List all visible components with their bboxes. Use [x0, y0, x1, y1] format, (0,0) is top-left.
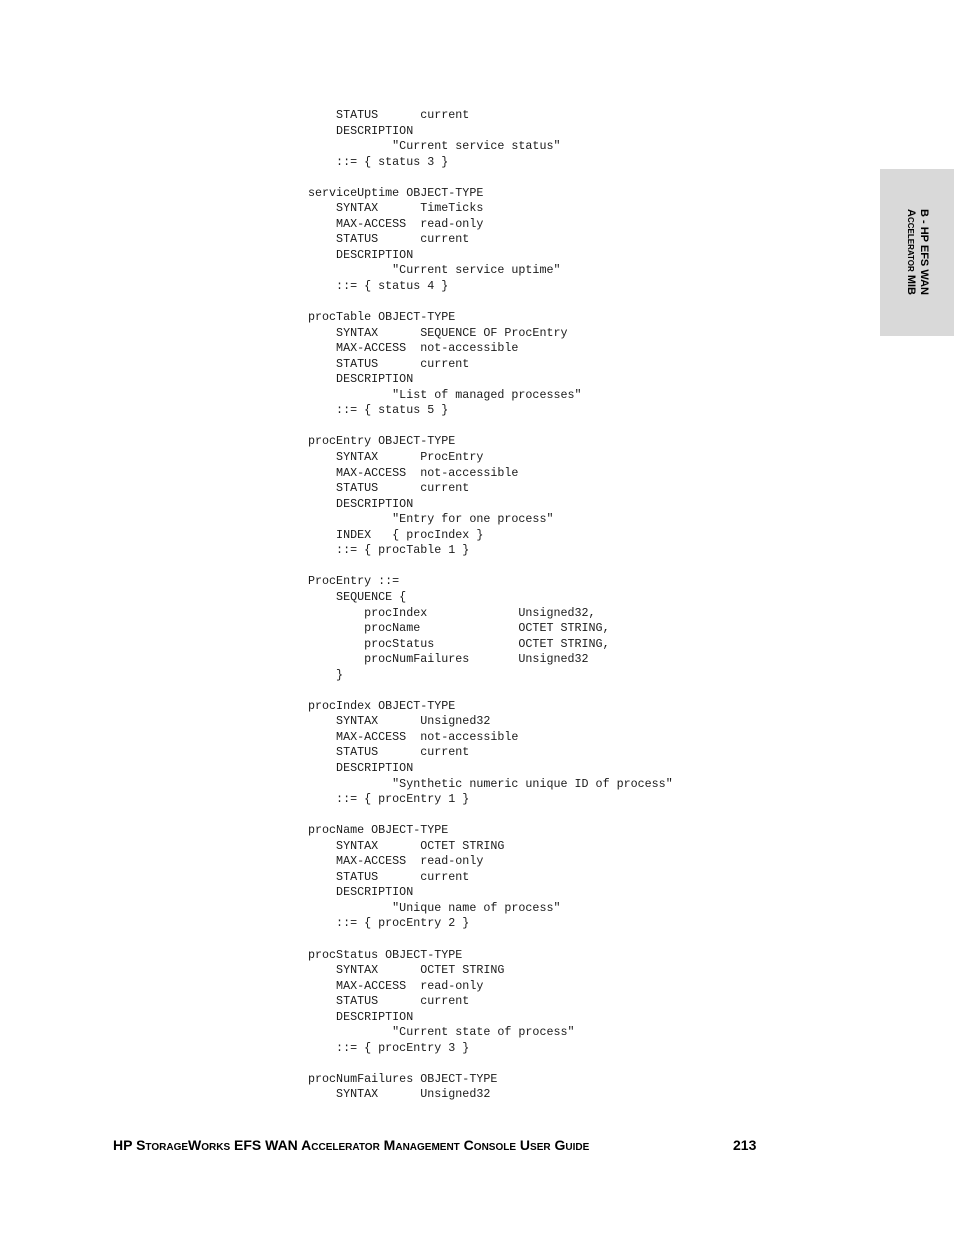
code-line: }	[308, 667, 344, 682]
code-line	[308, 1056, 673, 1072]
code-line: MAX-ACCESS read-only	[308, 978, 484, 993]
code-line	[308, 559, 673, 575]
code-line: STATUS current	[308, 232, 470, 247]
code-line: DESCRIPTION	[308, 760, 414, 775]
code-line: SYNTAX SEQUENCE OF ProcEntry	[308, 325, 568, 340]
code-line	[308, 808, 673, 824]
chapter-tab-label	[904, 209, 930, 295]
code-line: serviceUptime OBJECT-TYPE	[308, 185, 484, 200]
code-line: STATUS current	[308, 869, 470, 884]
code-line: STATUS current	[308, 108, 470, 122]
code-line: SYNTAX Unsigned32	[308, 714, 491, 729]
chapter-tab	[880, 169, 954, 336]
code-line: STATUS current	[308, 745, 470, 760]
code-line: ProcEntry ::=	[308, 574, 400, 589]
code-line: MAX-ACCESS read-only	[308, 854, 484, 869]
code-line: "List of managed processes"	[308, 387, 582, 402]
page-number: 213	[733, 1137, 757, 1153]
code-line: SYNTAX ProcEntry	[308, 450, 484, 465]
code-line: MAX-ACCESS not-accessible	[308, 729, 519, 744]
code-line: "Entry for one process"	[308, 512, 554, 527]
code-line: SEQUENCE {	[308, 589, 407, 604]
code-line: STATUS current	[308, 481, 470, 496]
chapter-tab-line-2: Accelerator MIB	[905, 209, 917, 295]
code-line: DESCRIPTION	[308, 123, 414, 138]
code-line: DESCRIPTION	[308, 372, 414, 387]
code-line	[308, 295, 673, 311]
code-line: ::= { procEntry 2 }	[308, 916, 470, 931]
code-line: DESCRIPTION	[308, 885, 414, 900]
chapter-tab-line-1: B - HP EFS WAN	[918, 209, 930, 295]
code-line: SYNTAX Unsigned32	[308, 1087, 491, 1102]
code-line: "Synthetic numeric unique ID of process"	[308, 776, 673, 791]
code-line: procIndex OBJECT-TYPE	[308, 698, 456, 713]
code-line: DESCRIPTION	[308, 1009, 414, 1024]
code-line	[308, 683, 673, 699]
code-line: procTable OBJECT-TYPE	[308, 310, 456, 325]
code-line: SYNTAX OCTET STRING	[308, 838, 505, 853]
code-line: procStatus OBJECT-TYPE	[308, 947, 463, 962]
code-line: ::= { status 4 }	[308, 279, 449, 294]
code-line: DESCRIPTION	[308, 496, 414, 511]
footer-title: HP StorageWorks EFS WAN Accelerator Management Console User Guide	[113, 1137, 590, 1153]
code-line: STATUS current	[308, 356, 470, 371]
code-line: "Current service status"	[308, 139, 561, 154]
code-line	[308, 419, 673, 435]
code-line: procStatus OCTET STRING,	[308, 636, 610, 651]
code-line: "Current state of process"	[308, 1025, 575, 1040]
code-line: MAX-ACCESS read-only	[308, 216, 484, 231]
code-line: procName OBJECT-TYPE	[308, 823, 449, 838]
code-line: SYNTAX TimeTicks	[308, 201, 484, 216]
code-line: procNumFailures Unsigned32	[308, 652, 589, 667]
code-line: procEntry OBJECT-TYPE	[308, 434, 456, 449]
code-line: ::= { procEntry 3 }	[308, 1040, 470, 1055]
code-line: ::= { procTable 1 }	[308, 543, 470, 558]
code-line: procIndex Unsigned32,	[308, 605, 596, 620]
code-line: INDEX { procIndex }	[308, 527, 484, 542]
code-line: DESCRIPTION	[308, 247, 414, 262]
code-line: procNumFailures OBJECT-TYPE	[308, 1071, 498, 1086]
code-line: "Unique name of process"	[308, 900, 561, 915]
code-line: "Current service uptime"	[308, 263, 561, 278]
code-line: procName OCTET STRING,	[308, 621, 610, 636]
code-line: ::= { status 3 }	[308, 154, 449, 169]
code-line	[308, 932, 673, 948]
code-line: MAX-ACCESS not-accessible	[308, 341, 519, 356]
code-line	[308, 170, 673, 186]
mib-code-listing	[308, 108, 673, 1103]
code-line: STATUS current	[308, 994, 470, 1009]
code-line: SYNTAX OCTET STRING	[308, 963, 505, 978]
code-line: MAX-ACCESS not-accessible	[308, 465, 519, 480]
code-line: ::= { status 5 }	[308, 403, 449, 418]
code-line: ::= { procEntry 1 }	[308, 792, 470, 807]
